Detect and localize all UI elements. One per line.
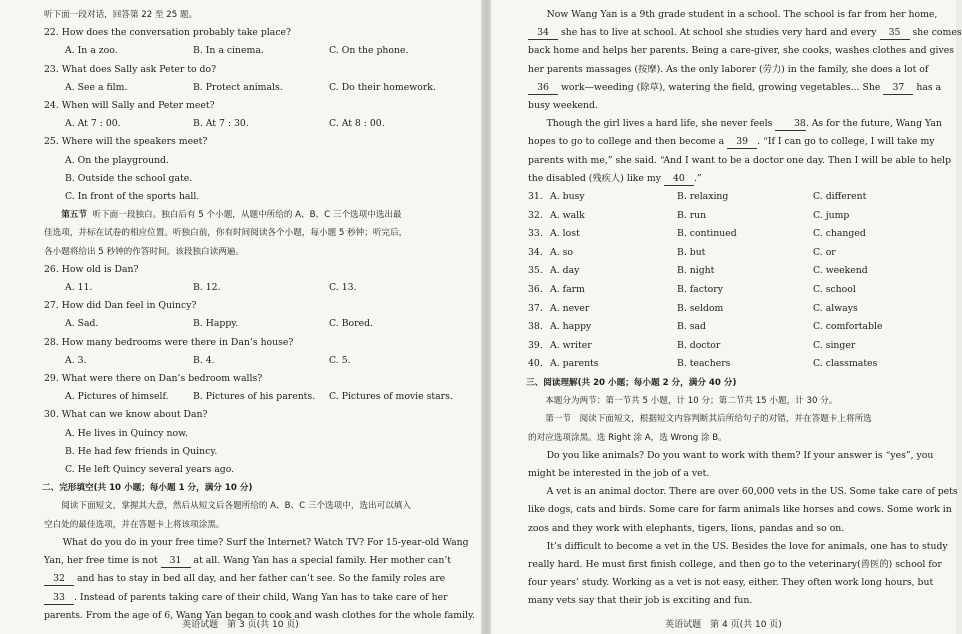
question-25-option-b: B. Outside the school gate. [65,172,193,184]
option-a: A. Pictures of himself. [65,391,169,403]
cloze-option-row-33 [528,225,946,244]
item-number: 39. [528,339,543,351]
question-30-option-a: A. He lives in Quincy now. [65,427,188,439]
reading-line-6: It’s difficult to become a vet in the US. Besides the love for animals, one has to study [546,540,948,552]
question-26-options [44,279,475,297]
passage-p2-line-1 [528,115,946,133]
passage-line-1: What do you do in your free time? Surf the Internet? Watch TV? For 15-year-old Wang [62,536,469,548]
text-run: . “If I can go to college, I will take my [757,136,935,148]
text-run: work—weeding (除草), watering the field, growing vegetables... She [560,81,881,93]
option-a: A. day [550,265,580,277]
passage-line-2 [44,552,475,570]
option-a: A. walk [550,209,585,221]
option-b: B. relaxing [677,191,729,203]
section-1-instruction-2: 的对应选项涂黑。选 Right 涂 A，选 Wrong 涂 B。 [528,432,727,443]
option-b: B. At 7 : 30. [193,118,249,130]
question-25-option-a: A. On the playground. [65,154,169,166]
section-1-instruction-1: 第一节 阅读下面短文，根据短文内容判断其后所给句子的对错，并在答题卡上将所选 [545,414,872,425]
item-number: 38. [528,321,543,333]
text-run: and has to stay in bed all day, and her father can’t see. So the family roles are [76,573,446,585]
page-footer-4: 英语试题 第 4 页(共 10 页) [665,620,782,630]
question-block-22-24 [44,24,475,133]
item-number: 36. [528,284,543,295]
option-a: A. lost [550,228,580,240]
item-number: 37. [528,302,543,314]
text-run: .” [693,172,702,184]
passage-p1-line-2 [528,24,962,42]
passage-p2-line-2 [528,133,946,151]
item-number: 34. [528,246,543,258]
option-a: A. 11. [65,282,93,294]
cloze-option-row-37 [528,300,946,319]
part-2-instruction-2: 空白处的最佳选项，并在答题卡上将该项涂黑。 [44,519,225,530]
option-b: B. night [677,265,715,277]
option-b: B. sad [677,321,707,333]
option-a: A. farm [550,284,585,295]
section-5-line1: 听下面一段独白。独白后有 5 个小题，从题中所给的 A、B、C 三个选项中选出最 [92,210,402,221]
blank-34: 34 [528,26,558,40]
option-a: A. parents [550,358,599,370]
part-2-instruction-1: 阅读下面短文，掌握其大意，然后从短文后各题所给的 A、B、C 三个选项中，选出可以填入 [61,501,411,512]
part-3-title: 三、阅读理解(共 20 小题；每小题 2 分，满分 40 分) [526,377,737,388]
item-number: 40. [528,358,543,370]
option-a: A. In a zoo. [65,45,118,57]
blank-31: 31 [161,554,191,568]
cloze-option-row-31 [528,188,946,207]
option-c: C. or [813,246,836,258]
text-run: Yan, her free time is not [44,555,158,567]
question-30-stem: 30. What can we know about Dan? [44,409,208,421]
option-b: B. seldom [677,302,724,314]
question-22-options [44,42,475,60]
part-3-subtitle: 本题分为两节：第一节共 5 小题，计 10 分；第二节共 15 小题，计 30 分。 [545,396,838,407]
passage-line-4 [44,589,475,607]
item-number: 31. [528,191,543,203]
cloze-option-row-34 [528,244,946,263]
option-c: C. singer [813,339,856,351]
option-c: C. changed [813,228,866,240]
question-22-stem: 22. How does the conversation probably take place? [44,27,292,39]
option-b: B. factory [677,284,723,295]
option-c: C. weekend [813,265,868,277]
option-a: A. At 7 : 00. [65,118,121,130]
question-25-stem: 25. Where will the speakers meet? [44,136,208,148]
question-29-options [44,388,475,406]
reading-line-9: many vets say that their job is exciting and fun. [528,595,753,607]
option-a: A. happy [550,321,592,333]
exam-page-4 [491,0,962,634]
listening-intro-22-25: 听下面一段对话，回答第 22 至 25 题。 [44,10,198,20]
option-b: B. run [677,209,707,221]
option-a: A. writer [550,339,592,351]
reading-line-8: four years’ study. Working as a vet is not easy, either. They often work long hours, but [528,577,934,589]
blank-40: 40 [664,172,694,186]
section-5-line2: 佳选项，并标在试卷的相应位置。听独白前，你有时间阅读各个小题，每小题 5 秒钟；听完后， [44,228,408,239]
reading-line-5: zoos and they work with elephants, tigers, lions, pandas and so on. [528,522,845,534]
cloze-option-row-35 [528,262,946,281]
reading-line-7: really hard. He must first finish college, and then go to the veterinary(兽医的) school for [528,559,942,570]
blank-38: 38 [775,117,805,131]
cloze-option-row-32 [528,207,946,226]
cloze-passage-continued [528,6,962,188]
blank-37: 37 [883,81,913,95]
option-a: A. Sad. [65,318,99,330]
cloze-option-row-40 [528,355,946,374]
passage-p1-line-5 [528,79,946,97]
text-run: the disabled (残疾人) like my [528,172,661,184]
section-5-line3: 各小题将给出 5 秒钟的作答时间。该段独白读两遍。 [44,246,244,257]
cloze-option-row-36 [528,281,946,300]
option-b: B. doctor [677,339,721,351]
question-25-option-c: C. In front of the sports hall. [65,191,200,203]
option-c: C. different [813,191,867,203]
option-c: C. comfortable [813,321,883,333]
blank-33: 33 [44,591,74,605]
option-c: C. 5. [329,354,351,366]
passage-p1-line-4: her parents massages (按摩). As the only laborer (劳力) in the family, she does a lot of [528,63,929,75]
option-b: B. 12. [193,282,221,294]
reading-passage [528,447,958,611]
question-30-option-b: B. He had few friends in Quincy. [65,445,218,457]
question-28-options [44,352,475,370]
option-b: B. Pictures of his parents. [193,391,316,403]
option-c: C. Bored. [329,318,373,330]
option-a: A. so [550,246,573,258]
question-26-stem: 26. How old is Dan? [44,263,139,275]
item-number: 33. [528,228,543,240]
option-c: C. Do their homework. [329,81,436,93]
blank-36: 36 [528,81,558,95]
option-b: B. teachers [677,358,731,370]
question-27-options [44,315,475,333]
question-24-stem: 24. When will Sally and Peter meet? [44,100,215,112]
option-b: B. 4. [193,354,215,366]
option-c: C. 13. [329,282,357,294]
text-run: hopes to go to college and then become a [528,136,725,148]
question-29-stem: 29. What were there on Dan’s bedroom walls? [44,373,263,385]
part-2-title: 二、完形填空(共 10 小题；每小题 1 分，满分 10 分) [42,483,253,494]
item-number: 32. [528,209,543,221]
question-27-stem: 27. How did Dan feel in Quincy? [44,300,197,312]
passage-p1-line-3: back home and helps her parents. Being a care-giver, she cooks, washes clothes and gives [528,45,955,57]
question-30-option-c: C. He left Quincy several years ago. [65,464,235,476]
option-c: C. jump [813,209,850,221]
section-5-instructions [44,206,475,261]
question-24-options [44,115,475,133]
option-b: B. continued [677,228,737,240]
section-5-title: 第五节 [61,210,87,221]
text-run: she comes [912,27,962,39]
option-b: B. Protect animals. [193,81,283,93]
option-a: A. See a film. [65,81,128,93]
option-c: C. school [813,284,856,295]
reading-line-1: Do you like animals? Do you want to work with them? If your answer is “yes”, you [546,449,934,461]
text-run: she has to live at school. At school she studies very hard and every [560,27,877,39]
blank-39: 39 [727,135,757,149]
option-b: B. but [677,246,706,258]
passage-p1-line-6: busy weekend. [528,100,598,112]
reading-line-3: A vet is an animal doctor. There are over 60,000 vets in the US. Some take care of pets [546,486,958,498]
text-run: . As for the future, Wang Yan [805,118,942,130]
option-a: A. busy [550,191,585,203]
cloze-passage-start [44,534,475,625]
question-block-26-29 [44,261,475,407]
option-c: C. classmates [813,358,878,370]
option-c: C. always [813,302,858,314]
blank-32: 32 [44,572,74,586]
reading-line-2: might be interested in the job of a vet. [528,467,710,479]
cloze-option-row-39 [528,337,946,356]
page-gutter [481,0,491,634]
passage-line-3 [44,570,475,588]
item-number: 35. [528,265,543,277]
reading-line-4: like dogs, cats and birds. Some care for farm animals like horses and cows. Some work in [528,504,952,516]
page-footer-3: 英语试题 第 3 页(共 10 页) [182,620,299,630]
cloze-option-row-38 [528,318,946,337]
text-run: has a [916,81,942,93]
option-b: B. Happy. [193,318,239,330]
text-run: Though the girl lives a hard life, she never feels [546,118,773,130]
question-23-stem: 23. What does Sally ask Peter to do? [44,63,217,75]
passage-line-5: parents. From the age of 6, Wang Yan began to cook and wash clothes for the whole family. [44,609,476,621]
question-23-options [44,79,475,97]
option-c: C. At 8 : 00. [329,118,385,130]
passage-p2-line-4 [528,170,946,188]
text-run: at all. Wang Yan has a special family. Her mother can’t [193,555,452,567]
option-c: C. Pictures of movie stars. [329,391,453,403]
passage-p2-line-3: parents with me,” she said. “And I want to be a doctor one day. Then I will be able to help [528,154,952,166]
text-run: . Instead of parents taking care of their child, Wang Yan has to take care of her [74,591,448,603]
option-c: C. On the phone. [329,45,409,57]
cloze-options-table [528,188,946,374]
blank-35: 35 [880,26,910,40]
option-a: A. 3. [65,354,87,366]
option-a: A. never [550,302,590,314]
question-28-stem: 28. How many bedrooms were there in Dan’s house? [44,336,294,348]
passage-p1-line-1: Now Wang Yan is a 9th grade student in a school. The school is far from her home, [546,9,938,20]
option-b: B. In a cinema. [193,45,264,57]
